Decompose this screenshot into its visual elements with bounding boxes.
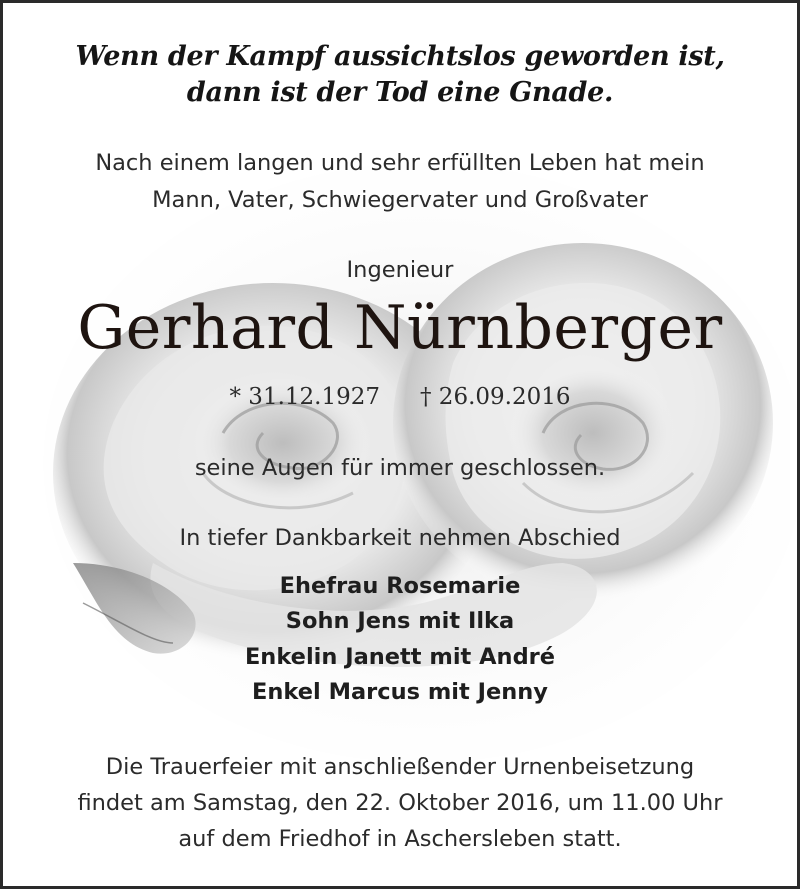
birth-date: * 31.12.1927 xyxy=(229,384,380,410)
intro-line-2: Mann, Vater, Schwiegervater und Großvater xyxy=(152,187,648,213)
motto-line-1: Wenn der Kampf aussichtslos geworden ist, xyxy=(75,41,725,72)
intro-line-1: Nach einem langen und sehr erfüllten Leben hat mein xyxy=(95,150,705,176)
mourner-1: Ehefrau Rosemarie xyxy=(279,573,521,599)
deceased-name: Gerhard Nürnberger xyxy=(77,293,723,363)
mourner-2: Sohn Jens mit Ilka xyxy=(285,608,515,634)
death-date: † 26.09.2016 xyxy=(420,384,571,410)
ceremony-line-1: Die Trauerfeier mit anschließender Urnenbeisetzung xyxy=(105,754,695,780)
mourner-3: Enkelin Janett mit André xyxy=(244,644,556,670)
professional-title: Ingenieur xyxy=(346,257,454,283)
closed-eyes-text: seine Augen für immer geschlossen. xyxy=(194,455,606,481)
farewell-text: In tiefer Dankbarkeit nehmen Abschied xyxy=(179,525,621,551)
ceremony-line-2: findet am Samstag, den 22. Oktober 2016, um 11.00 Uhr xyxy=(77,790,723,816)
motto-line-2: dann ist der Tod eine Gnade. xyxy=(186,77,614,108)
life-dates xyxy=(3,384,797,410)
mourner-4: Enkel Marcus mit Jenny xyxy=(252,679,548,705)
ceremony-line-3: auf dem Friedhof in Aschersleben statt. xyxy=(178,826,622,852)
